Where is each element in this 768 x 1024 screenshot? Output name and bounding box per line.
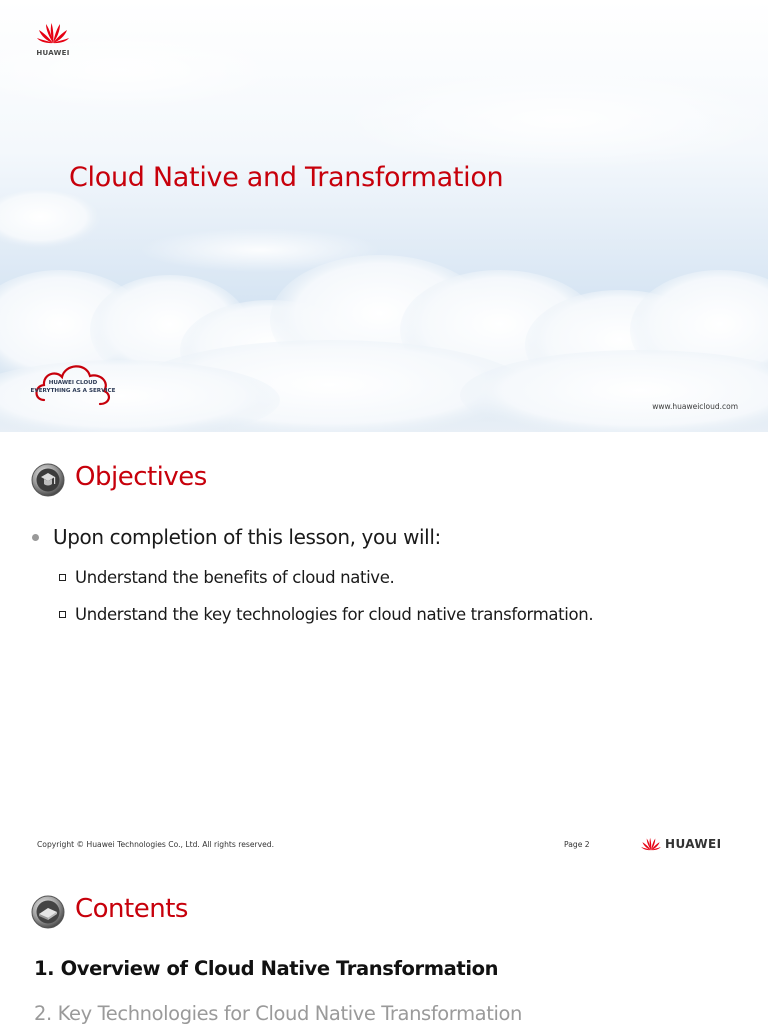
objectives-badge-icon	[31, 463, 65, 497]
badge-line-1: HUAWEI CLOUD	[48, 380, 98, 386]
slide-footer	[0, 836, 768, 864]
cover-slide	[0, 0, 768, 432]
bullet-dot-icon	[32, 534, 39, 541]
contents-slide	[0, 864, 768, 1024]
footer-brand-text: HUAWEI	[665, 837, 722, 851]
contents-title: Contents	[75, 894, 188, 924]
huawei-logo	[33, 22, 73, 62]
contents-item-number: 1.	[34, 957, 55, 980]
objective-item-text: Understand the key technologies for cloud native transformation.	[75, 605, 594, 624]
page-number: Page 2	[564, 840, 590, 849]
cover-title: Cloud Native and Transformation	[69, 162, 504, 193]
footer-huawei-logo	[640, 836, 721, 852]
objective-item-text: Understand the benefits of cloud native.	[75, 568, 395, 587]
objective-item	[59, 568, 394, 587]
huawei-petals-icon	[640, 836, 662, 852]
contents-item-label: Key Technologies for Cloud Native Transformation	[57, 1002, 522, 1024]
contents-item-label: Overview of Cloud Native Transformation	[60, 957, 499, 980]
objectives-title: Objectives	[75, 462, 207, 492]
huawei-logo-text: HUAWEI	[36, 49, 70, 57]
square-bullet-icon	[59, 574, 66, 581]
objectives-slide	[0, 432, 768, 864]
contents-item[interactable]	[34, 957, 498, 980]
contents-item[interactable]	[34, 1002, 522, 1024]
badge-line-2: EVERYTHING AS A SERVICE	[30, 388, 116, 394]
contents-book-icon	[31, 895, 65, 929]
objectives-intro-text: Upon completion of this lesson, you will:	[53, 525, 441, 549]
cover-url[interactable]: www.huaweicloud.com	[652, 402, 738, 411]
huawei-cloud-badge	[30, 358, 116, 412]
objective-item	[59, 605, 593, 624]
square-bullet-icon	[59, 611, 66, 618]
huawei-petals-icon	[35, 22, 71, 44]
objectives-intro-bullet	[32, 525, 441, 549]
copyright-text: Copyright © Huawei Technologies Co., Ltd. All rights reserved.	[37, 840, 275, 849]
contents-item-number: 2.	[34, 1002, 52, 1024]
